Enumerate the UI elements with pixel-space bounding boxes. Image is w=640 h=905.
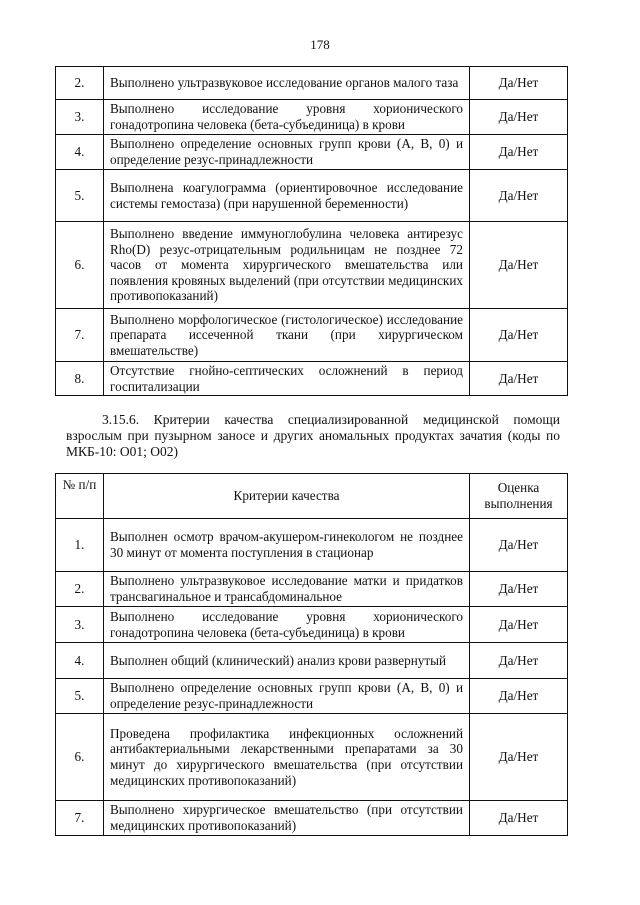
row-number: 6. [56, 714, 104, 801]
row-number: 4. [56, 643, 104, 679]
table-row [56, 135, 568, 170]
assessment-value: Да/Нет [470, 170, 568, 222]
table-row [56, 519, 568, 572]
criterion-text: Выполнен общий (клинический) анализ крови развернутый [104, 643, 470, 679]
table-header-row [56, 474, 568, 519]
table-row [56, 679, 568, 714]
table-row [56, 67, 568, 100]
criterion-text: Выполнено хирургическое вмешательство (при отсутствии медицинских противопоказаний) [104, 801, 470, 836]
row-number: 6. [56, 222, 104, 309]
table-row [56, 801, 568, 836]
criteria-table-continued [55, 66, 568, 396]
criterion-text: Выполнено исследование уровня хорионического гонадотропина человека (бета-субъединица) в крови [104, 607, 470, 643]
header-assessment: Оценка выполнения [470, 474, 568, 519]
row-number: 7. [56, 309, 104, 362]
assessment-value: Да/Нет [470, 679, 568, 714]
header-criteria: Критерии качества [104, 474, 470, 519]
criterion-text: Выполнено ультразвуковое исследование органов малого таза [104, 67, 470, 100]
section-text: 3.15.6. Критерии качества специализированной медицинской помощи взрослым при пузырном заносе и других аномальных продуктах зачатия (коды по МКБ-10: O01; O02) [66, 412, 560, 459]
criterion-text: Выполнено ультразвуковое исследование матки и придатков трансвагинальное и трансабдоминальное [104, 572, 470, 607]
row-number: 2. [56, 67, 104, 100]
criterion-text: Выполнено определение основных групп крови (А, В, 0) и определение резус-принадлежности [104, 679, 470, 714]
row-number: 8. [56, 362, 104, 396]
criterion-text: Выполнено введение иммуноглобулина человека антирезус Rho(D) резус-отрицательным родильницам не позднее 72 часов от момента хирургического вмешательства или появления кровяных выделений (при отсутствии медицинских противопоказаний) [104, 222, 470, 309]
assessment-value: Да/Нет [470, 519, 568, 572]
table-row [56, 643, 568, 679]
header-number: № п/п [56, 474, 104, 519]
assessment-value: Да/Нет [470, 135, 568, 170]
assessment-value: Да/Нет [470, 572, 568, 607]
criterion-text: Выполнено исследование уровня хорионического гонадотропина человека (бета-субъединица) в крови [104, 100, 470, 135]
criterion-text: Проведена профилактика инфекционных осложнений антибактериальными лекарственными препаратами за 30 минут до хирургического вмешательства (при отсутствии медицинских противопоказаний) [104, 714, 470, 801]
row-number: 3. [56, 100, 104, 135]
page-number: 178 [310, 37, 330, 52]
row-number: 5. [56, 170, 104, 222]
table-row [56, 222, 568, 309]
row-number: 1. [56, 519, 104, 572]
criterion-text: Отсутствие гнойно-септических осложнений в период госпитализации [104, 362, 470, 396]
table-row [56, 100, 568, 135]
row-number: 7. [56, 801, 104, 836]
assessment-value: Да/Нет [470, 607, 568, 643]
criterion-text: Выполнена коагулограмма (ориентировочное исследование системы гемостаза) (при нарушенной беременности) [104, 170, 470, 222]
assessment-value: Да/Нет [470, 714, 568, 801]
assessment-value: Да/Нет [470, 222, 568, 309]
row-number: 2. [56, 572, 104, 607]
assessment-value: Да/Нет [470, 309, 568, 362]
table-row [56, 309, 568, 362]
table-row [56, 714, 568, 801]
assessment-value: Да/Нет [470, 801, 568, 836]
assessment-value: Да/Нет [470, 100, 568, 135]
assessment-value: Да/Нет [470, 643, 568, 679]
criterion-text: Выполнено определение основных групп крови (А, В, 0) и определение резус-принадлежности [104, 135, 470, 170]
section-heading [66, 412, 560, 460]
criteria-table [55, 473, 568, 836]
row-number: 3. [56, 607, 104, 643]
table-row [56, 572, 568, 607]
criterion-text: Выполнен осмотр врачом-акушером-гинекологом не позднее 30 минут от момента поступления в стационар [104, 519, 470, 572]
assessment-value: Да/Нет [470, 67, 568, 100]
table-row [56, 607, 568, 643]
criterion-text: Выполнено морфологическое (гистологическое) исследование препарата иссеченной ткани (при хирургическом вмешательстве) [104, 309, 470, 362]
assessment-value: Да/Нет [470, 362, 568, 396]
table-row [56, 170, 568, 222]
table-row [56, 362, 568, 396]
row-number: 5. [56, 679, 104, 714]
row-number: 4. [56, 135, 104, 170]
